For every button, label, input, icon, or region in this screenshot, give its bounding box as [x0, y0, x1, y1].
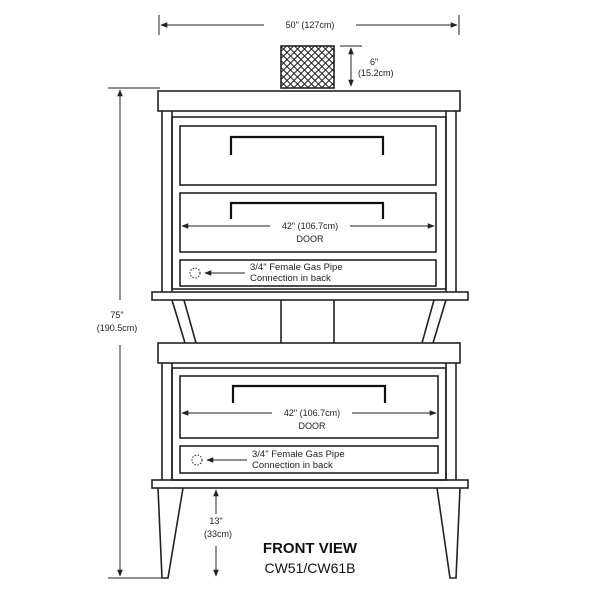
upper-door-label: DOOR [296, 234, 324, 244]
leg-left [158, 488, 183, 578]
lower-gas-connection-icon [192, 455, 202, 465]
flue-mesh [281, 46, 334, 88]
overall-height-dimension [97, 88, 165, 578]
lower-door-width-label: 42" (106.7cm) [283, 408, 341, 418]
upper-gas-line2: Connection in back [250, 273, 331, 284]
lower-top-cap [158, 343, 460, 363]
overall-height-cm: (190.5cm) [96, 323, 138, 333]
flue-vent [281, 46, 334, 88]
lower-oven-deck [158, 343, 460, 480]
middle-leg-left [172, 300, 196, 343]
overall-width-dimension [159, 15, 459, 35]
leg-height-dimension [204, 490, 232, 576]
lower-door-handle [233, 386, 385, 403]
upper-door-1 [180, 126, 436, 185]
leg-right [437, 488, 460, 578]
lower-gas-line2: Connection in back [252, 460, 333, 471]
flue-height-in: 6" [370, 57, 379, 67]
overall-width-label: 50" (127cm) [285, 20, 335, 30]
flue-height-dimension [340, 46, 394, 86]
middle-leg-right [422, 300, 446, 343]
upper-gas-line1: 3/4" Female Gas Pipe [250, 262, 343, 273]
view-title: FRONT VIEW [262, 540, 358, 557]
title-block [263, 540, 358, 576]
model-number: CW51/CW61B [264, 560, 356, 576]
upper-gas-connection-icon [190, 268, 200, 278]
upper-door-width-label: 42" (106.7cm) [281, 221, 339, 231]
lower-gas-line1: 3/4" Female Gas Pipe [252, 449, 345, 460]
upper-top-cap [158, 91, 460, 111]
flue-height-cm: (15.2cm) [358, 68, 394, 78]
leg-height-in: 13" [209, 516, 223, 526]
leg-height-cm: (33cm) [203, 529, 233, 539]
upper-door-2-handle [231, 203, 383, 219]
lower-door-label: DOOR [298, 421, 326, 431]
upper-door-1-handle [231, 137, 383, 155]
bottom-shelf [152, 480, 468, 488]
middle-base [152, 292, 468, 343]
upper-oven-deck [158, 91, 460, 292]
middle-shelf [152, 292, 468, 300]
overall-height-in: 75" [110, 310, 124, 320]
